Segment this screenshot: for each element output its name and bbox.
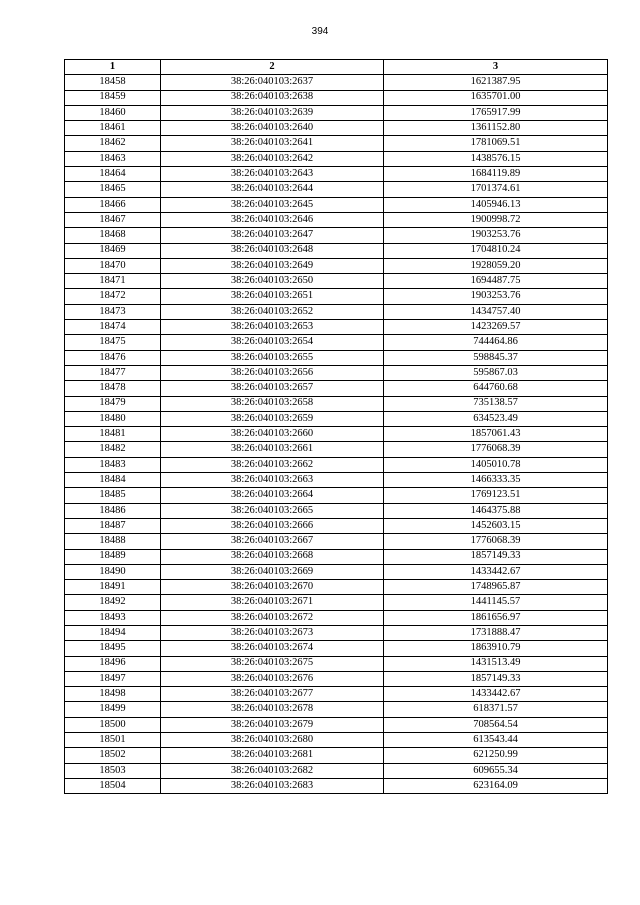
cadastral-value-cell: 613543.44 [384, 733, 608, 748]
table-row [65, 763, 608, 778]
table-row [65, 427, 608, 442]
cadastral-number-cell: 38:26:040103:2652 [161, 304, 384, 319]
cadastral-value-table [64, 59, 608, 794]
cadastral-value-cell: 623164.09 [384, 778, 608, 793]
row-number-cell: 18468 [65, 228, 161, 243]
table-row [65, 534, 608, 549]
row-number-cell: 18473 [65, 304, 161, 319]
cadastral-number-cell: 38:26:040103:2650 [161, 274, 384, 289]
row-number-cell: 18499 [65, 702, 161, 717]
cadastral-value-cell: 1857149.33 [384, 549, 608, 564]
cadastral-number-cell: 38:26:040103:2682 [161, 763, 384, 778]
table-row [65, 258, 608, 273]
row-number-cell: 18477 [65, 365, 161, 380]
cadastral-value-cell: 1903253.76 [384, 228, 608, 243]
table-row [65, 580, 608, 595]
page-number: 394 [311, 26, 329, 37]
table-row [65, 687, 608, 702]
cadastral-value-cell: 1903253.76 [384, 289, 608, 304]
cadastral-number-cell: 38:26:040103:2643 [161, 167, 384, 182]
table-row [65, 671, 608, 686]
row-number-cell: 18459 [65, 90, 161, 105]
cadastral-value-cell: 1431513.49 [384, 656, 608, 671]
cadastral-number-cell: 38:26:040103:2658 [161, 396, 384, 411]
cadastral-value-cell: 1361152.80 [384, 121, 608, 136]
cadastral-number-cell: 38:26:040103:2649 [161, 258, 384, 273]
table-row [65, 274, 608, 289]
cadastral-value-cell: 1621387.95 [384, 75, 608, 90]
cadastral-value-cell: 1863910.79 [384, 641, 608, 656]
cadastral-value-cell: 1464375.88 [384, 503, 608, 518]
row-number-cell: 18464 [65, 167, 161, 182]
row-number-cell: 18489 [65, 549, 161, 564]
cadastral-value-cell: 1857149.33 [384, 671, 608, 686]
cadastral-value-cell: 1434757.40 [384, 304, 608, 319]
table-row [65, 549, 608, 564]
row-number-cell: 18478 [65, 381, 161, 396]
cadastral-number-cell: 38:26:040103:2651 [161, 289, 384, 304]
cadastral-value-cell: 1731888.47 [384, 625, 608, 640]
cadastral-number-cell: 38:26:040103:2680 [161, 733, 384, 748]
table-row [65, 733, 608, 748]
cadastral-value-cell: 735138.57 [384, 396, 608, 411]
table-row [65, 595, 608, 610]
cadastral-value-cell: 744464.86 [384, 335, 608, 350]
cadastral-value-cell: 708564.54 [384, 717, 608, 732]
cadastral-number-cell: 38:26:040103:2639 [161, 105, 384, 120]
cadastral-value-cell: 1781069.51 [384, 136, 608, 151]
row-number-cell: 18481 [65, 427, 161, 442]
cadastral-number-cell: 38:26:040103:2663 [161, 473, 384, 488]
row-number-cell: 18463 [65, 151, 161, 166]
table-row [65, 151, 608, 166]
cadastral-value-cell: 1405946.13 [384, 197, 608, 212]
table-row [65, 610, 608, 625]
cadastral-number-cell: 38:26:040103:2676 [161, 671, 384, 686]
cadastral-value-cell: 634523.49 [384, 411, 608, 426]
row-number-cell: 18475 [65, 335, 161, 350]
table-row [65, 335, 608, 350]
table-row [65, 320, 608, 335]
row-number-cell: 18485 [65, 488, 161, 503]
cadastral-value-cell: 595867.03 [384, 365, 608, 380]
table-row [65, 473, 608, 488]
table-row [65, 350, 608, 365]
table-row [65, 503, 608, 518]
cadastral-value-cell: 1694487.75 [384, 274, 608, 289]
cadastral-value-cell: 1861656.97 [384, 610, 608, 625]
cadastral-number-cell: 38:26:040103:2668 [161, 549, 384, 564]
cadastral-number-cell: 38:26:040103:2641 [161, 136, 384, 151]
row-number-cell: 18490 [65, 564, 161, 579]
row-number-cell: 18471 [65, 274, 161, 289]
cadastral-number-cell: 38:26:040103:2659 [161, 411, 384, 426]
row-number-cell: 18461 [65, 121, 161, 136]
cadastral-value-cell: 1466333.35 [384, 473, 608, 488]
cadastral-number-cell: 38:26:040103:2671 [161, 595, 384, 610]
row-number-cell: 18469 [65, 243, 161, 258]
row-number-cell: 18491 [65, 580, 161, 595]
cadastral-number-cell: 38:26:040103:2645 [161, 197, 384, 212]
cadastral-number-cell: 38:26:040103:2660 [161, 427, 384, 442]
cadastral-number-cell: 38:26:040103:2681 [161, 748, 384, 763]
cadastral-number-cell: 38:26:040103:2677 [161, 687, 384, 702]
row-number-cell: 18470 [65, 258, 161, 273]
table-row [65, 304, 608, 319]
row-number-cell: 18479 [65, 396, 161, 411]
cadastral-value-cell: 1765917.99 [384, 105, 608, 120]
cadastral-number-cell: 38:26:040103:2654 [161, 335, 384, 350]
table-row [65, 656, 608, 671]
table-row [65, 748, 608, 763]
table-row [65, 641, 608, 656]
cadastral-number-cell: 38:26:040103:2638 [161, 90, 384, 105]
table-row [65, 717, 608, 732]
row-number-cell: 18496 [65, 656, 161, 671]
table-row [65, 411, 608, 426]
table-row [65, 457, 608, 472]
column-header-1: 1 [65, 60, 161, 75]
cadastral-number-cell: 38:26:040103:2653 [161, 320, 384, 335]
table-row [65, 75, 608, 90]
cadastral-number-cell: 38:26:040103:2674 [161, 641, 384, 656]
table-row [65, 136, 608, 151]
table-row [65, 289, 608, 304]
row-number-cell: 18504 [65, 778, 161, 793]
row-number-cell: 18493 [65, 610, 161, 625]
cadastral-value-cell: 1405010.78 [384, 457, 608, 472]
row-number-cell: 18494 [65, 625, 161, 640]
row-number-cell: 18460 [65, 105, 161, 120]
row-number-cell: 18474 [65, 320, 161, 335]
cadastral-value-cell: 1438576.15 [384, 151, 608, 166]
cadastral-value-cell: 1857061.43 [384, 427, 608, 442]
cadastral-number-cell: 38:26:040103:2667 [161, 534, 384, 549]
cadastral-number-cell: 38:26:040103:2665 [161, 503, 384, 518]
row-number-cell: 18487 [65, 518, 161, 533]
row-number-cell: 18501 [65, 733, 161, 748]
table-row [65, 442, 608, 457]
row-number-cell: 18500 [65, 717, 161, 732]
cadastral-value-cell: 609655.34 [384, 763, 608, 778]
row-number-cell: 18480 [65, 411, 161, 426]
row-number-cell: 18482 [65, 442, 161, 457]
cadastral-number-cell: 38:26:040103:2679 [161, 717, 384, 732]
table-row [65, 488, 608, 503]
row-number-cell: 18466 [65, 197, 161, 212]
cadastral-value-cell: 1900998.72 [384, 212, 608, 227]
cadastral-value-cell: 1423269.57 [384, 320, 608, 335]
cadastral-value-cell: 1433442.67 [384, 687, 608, 702]
cadastral-value-cell: 1452603.15 [384, 518, 608, 533]
cadastral-value-cell: 1776068.39 [384, 442, 608, 457]
cadastral-number-cell: 38:26:040103:2669 [161, 564, 384, 579]
table-row [65, 197, 608, 212]
row-number-cell: 18483 [65, 457, 161, 472]
cadastral-number-cell: 38:26:040103:2678 [161, 702, 384, 717]
row-number-cell: 18458 [65, 75, 161, 90]
row-number-cell: 18498 [65, 687, 161, 702]
cadastral-number-cell: 38:26:040103:2675 [161, 656, 384, 671]
cadastral-number-cell: 38:26:040103:2664 [161, 488, 384, 503]
table-row [65, 778, 608, 793]
table-row [65, 564, 608, 579]
table-body [65, 75, 608, 794]
table-row [65, 243, 608, 258]
row-number-cell: 18503 [65, 763, 161, 778]
column-header-2: 2 [161, 60, 384, 75]
cadastral-value-cell: 1684119.89 [384, 167, 608, 182]
row-number-cell: 18492 [65, 595, 161, 610]
row-number-cell: 18502 [65, 748, 161, 763]
cadastral-value-cell: 1635701.00 [384, 90, 608, 105]
cadastral-number-cell: 38:26:040103:2647 [161, 228, 384, 243]
cadastral-number-cell: 38:26:040103:2672 [161, 610, 384, 625]
cadastral-value-cell: 1769123.51 [384, 488, 608, 503]
row-number-cell: 18484 [65, 473, 161, 488]
cadastral-value-cell: 618371.57 [384, 702, 608, 717]
table-header-row [65, 60, 608, 75]
table-row [65, 702, 608, 717]
cadastral-value-cell: 1748965.87 [384, 580, 608, 595]
cadastral-number-cell: 38:26:040103:2656 [161, 365, 384, 380]
cadastral-number-cell: 38:26:040103:2662 [161, 457, 384, 472]
cadastral-value-cell: 1433442.67 [384, 564, 608, 579]
row-number-cell: 18465 [65, 182, 161, 197]
table-row [65, 212, 608, 227]
cadastral-value-cell: 1776068.39 [384, 534, 608, 549]
cadastral-number-cell: 38:26:040103:2642 [161, 151, 384, 166]
cadastral-number-cell: 38:26:040103:2646 [161, 212, 384, 227]
cadastral-number-cell: 38:26:040103:2657 [161, 381, 384, 396]
table-row [65, 228, 608, 243]
cadastral-number-cell: 38:26:040103:2670 [161, 580, 384, 595]
cadastral-value-cell: 598845.37 [384, 350, 608, 365]
table-row [65, 167, 608, 182]
row-number-cell: 18467 [65, 212, 161, 227]
cadastral-value-cell: 644760.68 [384, 381, 608, 396]
table-row [65, 90, 608, 105]
cadastral-number-cell: 38:26:040103:2640 [161, 121, 384, 136]
row-number-cell: 18476 [65, 350, 161, 365]
cadastral-number-cell: 38:26:040103:2637 [161, 75, 384, 90]
row-number-cell: 18495 [65, 641, 161, 656]
cadastral-value-cell: 1441145.57 [384, 595, 608, 610]
row-number-cell: 18497 [65, 671, 161, 686]
table-row [65, 396, 608, 411]
row-number-cell: 18486 [65, 503, 161, 518]
row-number-cell: 18472 [65, 289, 161, 304]
cadastral-value-cell: 621250.99 [384, 748, 608, 763]
cadastral-value-cell: 1928059.20 [384, 258, 608, 273]
cadastral-value-cell: 1704810.24 [384, 243, 608, 258]
cadastral-number-cell: 38:26:040103:2655 [161, 350, 384, 365]
cadastral-number-cell: 38:26:040103:2644 [161, 182, 384, 197]
row-number-cell: 18488 [65, 534, 161, 549]
table-row [65, 518, 608, 533]
row-number-cell: 18462 [65, 136, 161, 151]
table-row [65, 182, 608, 197]
cadastral-value-cell: 1701374.61 [384, 182, 608, 197]
table-row [65, 381, 608, 396]
cadastral-number-cell: 38:26:040103:2648 [161, 243, 384, 258]
cadastral-number-cell: 38:26:040103:2673 [161, 625, 384, 640]
cadastral-number-cell: 38:26:040103:2683 [161, 778, 384, 793]
table-row [65, 105, 608, 120]
table-row [65, 625, 608, 640]
column-header-3: 3 [384, 60, 608, 75]
table-row [65, 365, 608, 380]
table-row [65, 121, 608, 136]
cadastral-number-cell: 38:26:040103:2661 [161, 442, 384, 457]
cadastral-number-cell: 38:26:040103:2666 [161, 518, 384, 533]
